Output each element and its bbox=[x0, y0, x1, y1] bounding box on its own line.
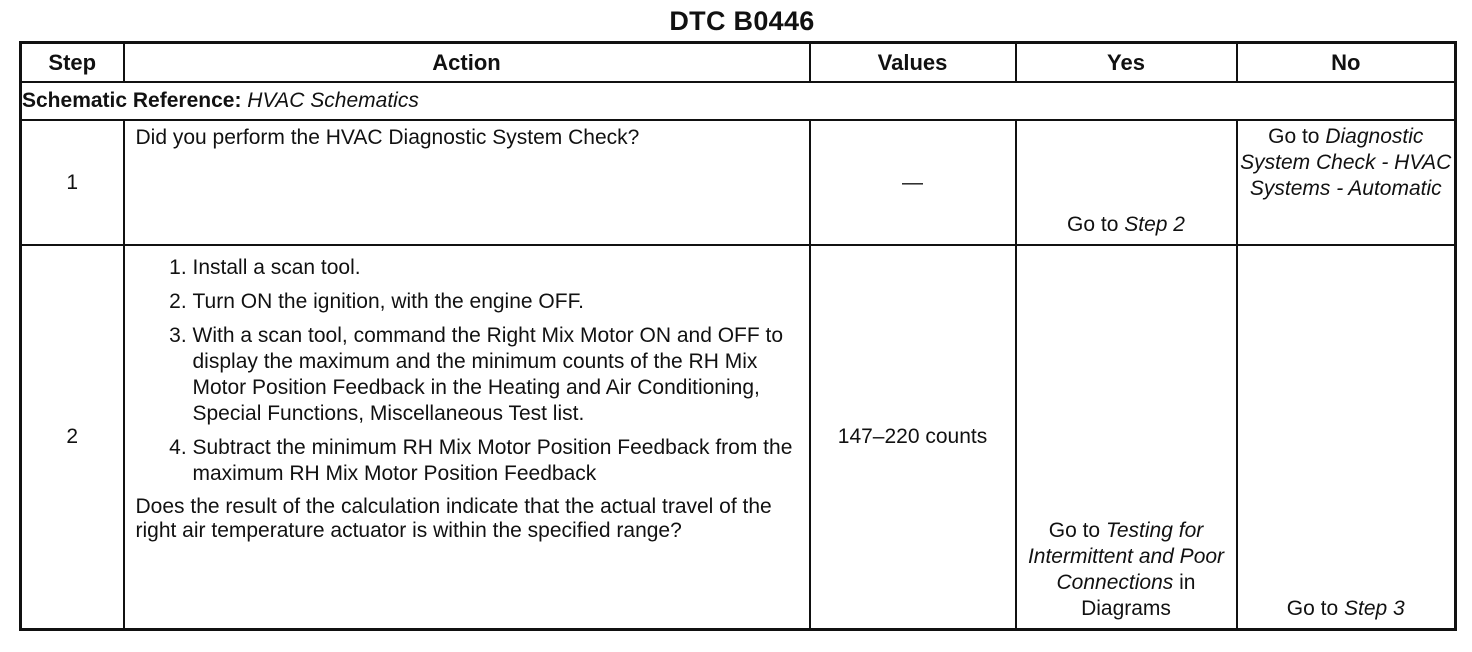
step-number: 1 bbox=[21, 120, 124, 245]
action-step: 1. Install a scan tool. bbox=[193, 255, 797, 281]
step-number: 2 bbox=[21, 245, 124, 630]
action-step: 3. With a scan tool, command the Right Mix Motor ON and OFF to display the maximum and the minimum counts of the RH Mix Motor Position Feedback in the Heating and Air Conditioning, Special Functions, Miscellaneous Test list. bbox=[193, 323, 797, 427]
yes-prefix: Go to bbox=[1067, 213, 1119, 236]
no-prefix: Go to bbox=[1286, 597, 1339, 620]
schematic-reference-label: Schematic Reference: bbox=[22, 89, 242, 112]
no-cell bbox=[1237, 120, 1456, 245]
yes-suffix: in Diagrams bbox=[1081, 571, 1196, 620]
action-step: 4. Subtract the minimum RH Mix Motor Position Feedback from the maximum RH Mix Motor Position Feedback bbox=[193, 435, 797, 487]
no-cell bbox=[1237, 245, 1456, 630]
action-steps-list bbox=[136, 255, 797, 487]
column-header-no: No bbox=[1237, 43, 1456, 83]
column-header-values: Values bbox=[810, 43, 1016, 83]
values-cell: 147–220 counts bbox=[810, 245, 1016, 630]
document-title: DTC B0446 bbox=[669, 6, 815, 36]
column-header-step: Step bbox=[21, 43, 124, 83]
action-text: Did you perform the HVAC Diagnostic System Check? bbox=[124, 120, 810, 245]
schematic-reference bbox=[21, 82, 1456, 120]
yes-link-testing-intermittent[interactable]: Testing for Intermittent and Poor Connections bbox=[1027, 519, 1225, 594]
action-question: Does the result of the calculation indicate that the actual travel of the right air temperature actuator is within the specified range? bbox=[135, 495, 772, 542]
no-link-diagnostic-system-check[interactable]: Diagnostic System Check - HVAC Systems - Automatic bbox=[1240, 125, 1452, 200]
schematic-reference-link[interactable]: HVAC Schematics bbox=[247, 89, 419, 112]
action-step: 2. Turn ON the ignition, with the engine OFF. bbox=[193, 289, 797, 315]
no-prefix: Go to bbox=[1268, 125, 1320, 148]
diagnostic-table bbox=[19, 41, 1457, 631]
action-cell bbox=[124, 245, 810, 630]
header-row bbox=[21, 43, 1456, 83]
schematic-reference-row bbox=[21, 82, 1456, 120]
column-header-yes: Yes bbox=[1016, 43, 1237, 83]
column-header-action: Action bbox=[124, 43, 810, 83]
table-row bbox=[21, 245, 1456, 630]
values-cell: — bbox=[810, 120, 1016, 245]
yes-cell bbox=[1016, 245, 1237, 630]
table-row bbox=[21, 120, 1456, 245]
yes-prefix: Go to bbox=[1048, 519, 1101, 542]
yes-link-step-2[interactable]: Step 2 bbox=[1124, 213, 1185, 236]
no-link-step-3[interactable]: Step 3 bbox=[1344, 597, 1405, 620]
yes-cell bbox=[1016, 120, 1237, 245]
